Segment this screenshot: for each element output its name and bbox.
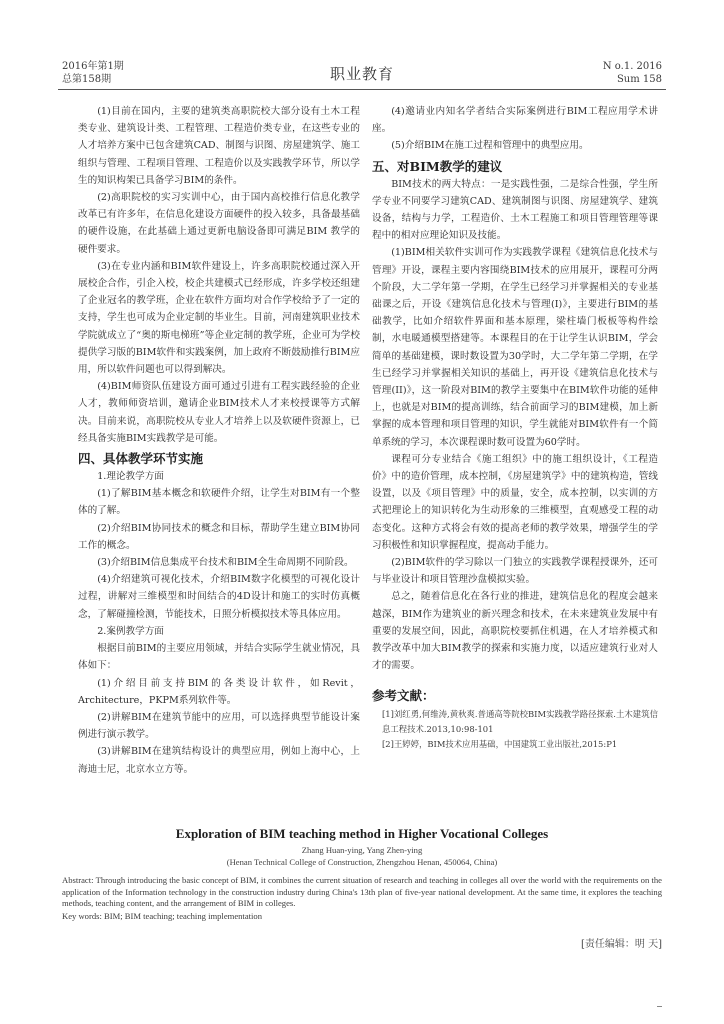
paragraph: (2)BIM软件的学习除以一门独立的实践教学课程授课外，还可与毕业设计和项目管理沙盘模拟实验。 — [372, 557, 658, 586]
english-abstract: Abstract: Through introducing the basic concept of BIM, it combines the current situation of research and teaching in colleges all over the world with the requirements on the application of the Information technology in the construction industry during China's 13th plan of five-year national development. At the same time, it explores the teaching methods, teaching content, and the arrangement of BIM in colleges. — [62, 875, 662, 908]
english-keywords: Key words: BIM; BIM teaching; teaching implementation — [62, 911, 263, 921]
list-item: (5)介绍BIM在施工过程和管理中的典型应用。 — [391, 140, 589, 152]
list-item: (2)介绍BIM协同技术的概念和目标，帮助学生建立BIM协同工作的概念。 — [78, 522, 360, 551]
paragraph: 总之，随着信息化在各行业的推进，建筑信息化的程度会越来越深，BIM作为建筑业的新兴理念和技术，在未来建筑业发展中有重要的发展空间，因此，高职院校要抓住机遇，在人才培养模式和教学改革中加大BIM教学的探索和实施力度，以适应建筑行业对人才的需要。 — [372, 591, 658, 672]
list-item: (1)介绍目前支持BIM的各类设计软件，如Revit，Architecture，PKPM系列软件等。 — [78, 677, 360, 706]
list-item: (2)讲解BIM在建筑节能中的应用，可以选择典型节能设计案例进行演示教学。 — [78, 711, 360, 741]
list-item: (4)邀请业内知名学者结合实际案例进行BIM工程应用学术讲座。 — [372, 106, 658, 135]
english-affiliation: (Henan Technical College of Construction, Zhengzhou Henan, 450064, China) — [226, 857, 498, 867]
issue-info-en — [603, 60, 662, 86]
issue-sum-en: Sum 158 — [616, 74, 662, 85]
issue-total: 总第158期 — [62, 74, 112, 85]
references-heading: 参考文献： — [372, 687, 435, 703]
paragraph: (2)高职院校的实习实训中心，由于国内高校推行信息化教学改革已有许多年，在信息化建设方面硬件的投入较多，具备最基础的硬件设施，在此基础上通过更新电脑设备即可满足BIM 教学的硬件要求。 — [78, 192, 360, 255]
issue-number-en: N o.1. 2016 — [602, 61, 662, 72]
paragraph: (1)目前在国内，主要的建筑类高职院校大部分设有土木工程类专业、建筑设计类、工程管理、工程造价类专业，在这些专业的人才培养方案中已包含建筑CAD、制图与识图、房屋建筑学、施工组织与管理、工程项目管理、工程造价以及实践教学环节，所以学生的知识构架已具备学习BIM的条件。 — [78, 106, 360, 186]
paragraph: 课程可分专业结合《施工组织》中的施工组织设计，《工程造价》中的造价管理，成本控制，《房屋建筑学》中的建筑构造，管线设置，以及《项目管理》中的质量，安全，成本控制，以实训的方式把理论上的知识转化为生动形象的三维模型，直观感受工程的动态变化。这种方式将会有效的提高老师的教学效果，增强学生的学习积极性和知识掌握程度，提高动手能力。 — [372, 453, 658, 551]
section-heading: 四、具体教学环节实施 — [78, 451, 204, 467]
english-title: Exploration of BIM teaching method in Higher Vocational Colleges — [175, 826, 549, 841]
reference-item: [2]王婷婷，BIM技术应用基础，中国建筑工业出版社,2015:P1 — [382, 738, 618, 749]
paragraph: 根据目前BIM的主要应用领域，并结合实际学生就业情况，具体如下： — [78, 643, 360, 672]
list-item: (3)介绍BIM信息集成平台技术和BIM全生命周期不同阶段。 — [97, 557, 354, 569]
section-heading: 五、对BIM教学的建议 — [372, 158, 503, 174]
right-column — [372, 103, 658, 752]
reference-item: [1]刘红勇,何维涛,黄秋爽.普通高等院校BIM实践教学路径探索.土木建筑信息工程技术.2013,10:98-101 — [382, 708, 658, 734]
paragraph: (1)BIM相关软件实训可作为实践教学课程《建筑信息化技术与管理》开设，课程主要内容围绕BIM技术的应用展开，课程可分两个阶段，大二学年第一学期，在学生已经学习并掌握相关的专业基础课之后，开设《建筑信息化技术与管理(I)》，主要进行BIM的基础教学，比如介绍软件界面和基本原理，梁柱墙门板板等构件绘制，水电暖通模型搭建等。本课程目的在于让学生认识BIM，学会简单的基础建模，课时数设置为30学时，大二学年第二学期，在学生已经学习并掌握相关知识的基础上，再开设《建筑信息化技术与管理(II)》，这一阶段对BIM的教学主要集中在BIM软件功能的延伸上，也就是对BIM的提高训练，结合前面学习的BIM建模，加上新掌握的成本管理和项目管理的知识，学生就能对BIM软件有一个简单系统的学习，本次课程课时数可设置为60学时。 — [372, 247, 658, 448]
list-item: (3)讲解BIM在建筑结构设计的典型应用，例如上海中心，上海迪士尼，北京水立方等。 — [78, 746, 360, 775]
list-item: (4)介绍建筑可视化技术，介绍BIM数字化模型的可视化设计过程，讲解对三维模型和时间结合的4D设计和施工的实时仿真概念，了解碰撞检测，节能技术，日照分析模拟技术等具体应用。 — [78, 574, 360, 620]
header-rule — [58, 89, 666, 90]
subsection-heading: 1.理论教学方面 — [97, 471, 164, 483]
paragraph: (3)在专业内涵和BIM软件建设上，许多高职院校通过深入开展校企合作，引企入校，校企共建模式已经形成，许多学校还组建了企业冠名的教学班，企业在软件方面均对合作学校给予了一定的支持，学生也可成为企业定制的毕业生。目前，河南建筑职业技术学院就成立了“奥的斯电梯班”等企业定制的教学班，企业可为学校提供学习版的BIM软件和实践案例，加上政府不断鼓励推行BIM应用，所以软件问题也可以得到解决。 — [78, 260, 360, 376]
responsible-editor: [责任编辑：明 天] — [581, 939, 662, 950]
subsection-heading: 2.案例教学方面 — [97, 625, 164, 637]
list-item: (1)了解BIM基本概念和软硬件介绍，让学生对BIM有一个整体的了解。 — [78, 488, 360, 517]
paragraph: (4)BIM师资队伍建设方面可通过引进有工程实践经验的企业人才，教师师资培训，邀请企业BIM技术人才来校授课等方式解决。目前来说，高职院校从专业人才培养上以及软硬件资源上，已经具备实施BIM实践教学是可能。 — [78, 381, 360, 444]
paragraph: BIM技术的两大特点：一是实践性强，二是综合性强，学生所学专业不同要学习建筑CAD、建筑制图与识图、房屋建筑学、建筑设备，结构与力学，工程造价、土木工程施工和项目管理管理等课程中的相对应理论知识及技能。 — [372, 178, 658, 242]
left-column — [78, 103, 360, 778]
english-authors: Zhang Huan-ying, Yang Zhen-ying — [301, 845, 423, 855]
journal-title: 职业教育 — [329, 65, 394, 83]
issue-year: 2016年第1期 — [62, 61, 124, 72]
page-mark — [657, 1006, 662, 1007]
